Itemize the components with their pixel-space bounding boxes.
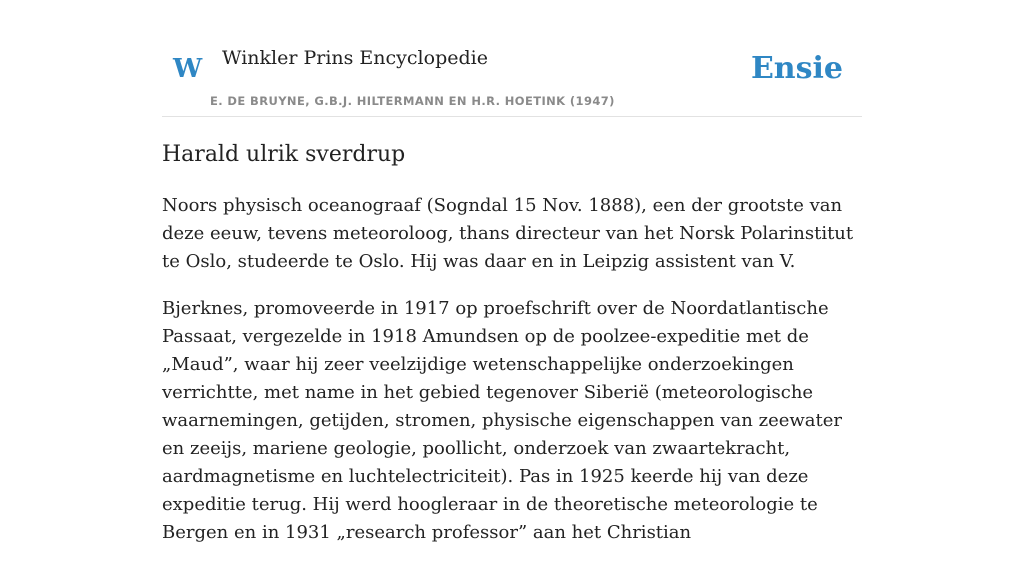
- source-title[interactable]: Winkler Prins Encyclopedie: [222, 47, 488, 69]
- article-paragraph: Noors physisch oceanograaf (Sogndal 15 Nov. 1888), een der grootste van deze eeuw, tevens meteoroloog, thans directeur van het Norsk Polarinstitut te Oslo, studeerde te Oslo. Hij was daar en in Leipzig assistent van V.: [162, 195, 854, 272]
- winkler-prins-logo[interactable]: W: [173, 54, 203, 84]
- page-container: [162, 0, 862, 543]
- article-paragraph: Bjerknes, promoveerde in 1917 op proefschrift over de Noordatlantische Passaat, vergezelde in 1918 Amundsen op de poolzee-expeditie met de „Maud”, waar hij zeer veelzijdige wetenschappelijke onderzoekingen verrichtte, met name in het gebied tegenover Siberië (meteorologische waarnemingen, getijden, stromen, physische eigenschappen van zeewater en zeeijs, mariene geologie, poollicht, onderzoek van zwaartekracht, aardmagnetisme en luchtelectriciteit). Pas in 1925 keerde hij van deze expeditie terug. Hij werd hoogleraar in de theoretische meteorologie te Bergen en in 1931 „research professor” aan het Christian: [162, 298, 843, 543]
- source-authors: E. DE BRUYNE, G.B.J. HILTERMANN EN H.R. HOETINK (1947): [210, 94, 615, 108]
- article-title: Harald ulrik sverdrup: [162, 142, 406, 167]
- ensie-logo[interactable]: Ensie: [750, 51, 843, 86]
- source-header: [162, 0, 862, 117]
- article-body: [162, 192, 862, 566]
